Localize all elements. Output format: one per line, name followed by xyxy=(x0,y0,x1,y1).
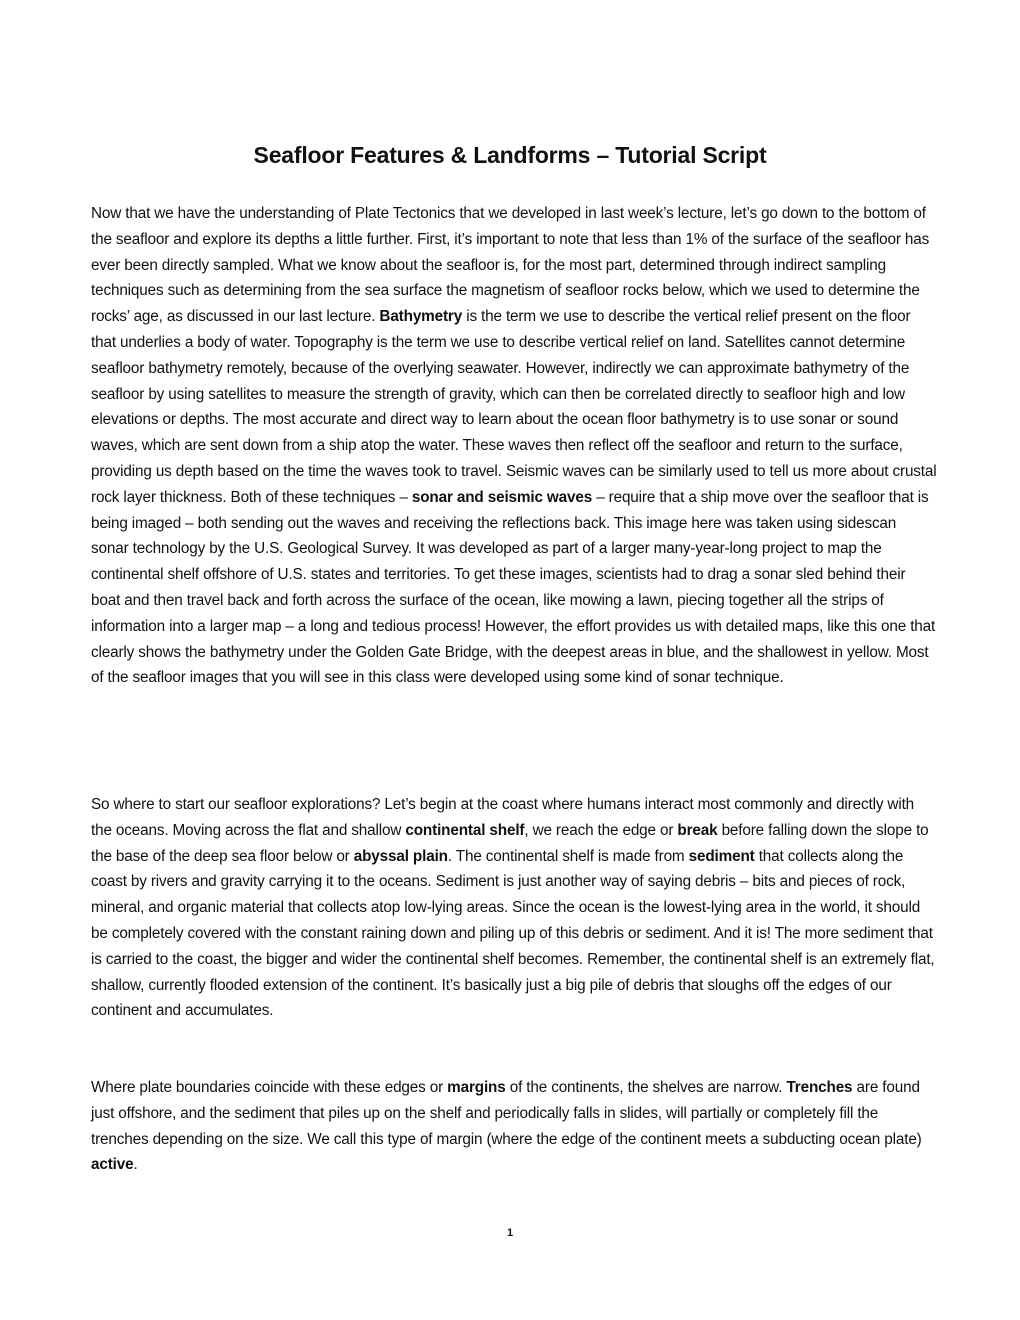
document-title: Seafloor Features & Landforms – Tutorial Script xyxy=(253,142,767,168)
paragraph-continental-shelf xyxy=(91,792,937,1024)
paragraph-bathymetry xyxy=(91,201,937,691)
paragraph-text: – require that a ship move over the seafloor that is being imaged – both sending out the waves and receiving the reflections back. This image here was taken using sidescan sonar technology by the U.S. Geological Survey. It was developed as part of a larger many-year-long project to map the continental shelf offshore of U.S. states and territories. To get these images, scientists had to drag a sonar sled behind their boat and then travel back and forth across the surface of the ocean, like mowing a lawn, piecing together all the strips of information into a larger map – a long and tedious process! However, the effort provides us with detailed maps, like this one that clearly shows the bathymetry under the Golden Gate Bridge, with the deepest areas in blue, and the shallowest in yellow. Most of the seafloor images that you will see in this class were developed using some kind of sonar technique. xyxy=(91,488,936,687)
paragraph-text: are found just offshore, and the sediment that piles up on the shelf and periodically falls in slides, will partially or completely fill the trenches depending on the size. We call this type of margin (where the edge of the continent meets a subducting ocean plate) xyxy=(91,1079,922,1148)
paragraph-text: before falling down the slope to the base of the deep sea floor below or xyxy=(91,821,929,865)
paragraph-text: of the continents, the shelves are narrow. xyxy=(505,1079,787,1096)
page-number: 1 xyxy=(506,1227,514,1239)
paragraph-text: Where plate boundaries coincide with these edges or xyxy=(91,1079,448,1096)
term-active: active xyxy=(91,1156,134,1174)
paragraph-text: is the term we use to describe the vertical relief present on the floor that underlies a body of water. Topography is the term we use to describe vertical relief on land. Satellites cannot determine seafloor bathymetry remotely, because of the overlying seawater. However, indirectly we can approximate bathymetry of the seafloor by using satellites to measure the strength of gravity, which can then be correlated directly to seafloor high and low elevations or depths. The most accurate and direct way to learn about the ocean floor bathymetry is to use sonar or sound waves, which are sent down from a ship atop the water. These waves then reflect off the seafloor and return to the surface, providing us depth based on the time the waves took to travel. Seismic waves can be similarly used to tell us more about crustal rock layer thickness. Both of these techniques – xyxy=(91,308,937,506)
paragraph-text: that collects along the coast by rivers and gravity carrying it to the oceans. Sediment is just another way of saying debris – bits and pieces of rock, mineral, and organic material that collects atop low-lying areas. Since the ocean is the lowest-lying area in the world, it should be completely covered with the constant raining down and piling up of this debris or sediment. And it is! The more sediment that is carried to the coast, the bigger and wider the continental shelf becomes. Remember, the continental shelf is an extremely flat, shallow, currently flooded extension of the continent. It’s basically just a big pile of debris that sloughs off the edges of our continent and accumulates. xyxy=(91,847,935,1020)
paragraph-text: , we reach the edge or xyxy=(524,821,678,839)
term-trenches: Trenches xyxy=(786,1079,853,1096)
term-sediment: sediment xyxy=(688,847,755,865)
paragraph-text: . The continental shelf is made from xyxy=(447,847,689,865)
term-continental-shelf: continental shelf xyxy=(405,821,525,839)
paragraph-text: . xyxy=(133,1156,138,1174)
paragraph-text: Now that we have the understanding of Plate Tectonics that we developed in last week’s lecture, let’s go down to the bottom of the seafloor and explore its depths a little further. First, it’s important to note that less than 1% of the surface of the seafloor has ever been directly sampled. What we know about the seafloor is, for the most part, determined through indirect sampling techniques such as determining from the sea surface the magnetism of seafloor rocks below, which we used to determine the rocks’ age, as discussed in our last lecture. xyxy=(91,205,930,326)
term-margins: margins xyxy=(447,1079,506,1096)
term-abyssal-plain: abyssal plain xyxy=(353,847,448,865)
term-sonar-and-seismic-waves: sonar and seismic waves xyxy=(411,488,593,506)
term-break: break xyxy=(677,821,718,839)
paragraph-text: So where to start our seafloor explorations? Let’s begin at the coast where humans interact most commonly and directly with the oceans. Moving across the flat and shallow xyxy=(91,796,915,839)
term-bathymetry: Bathymetry xyxy=(379,308,463,326)
paragraph-active-margins xyxy=(91,1075,937,1178)
